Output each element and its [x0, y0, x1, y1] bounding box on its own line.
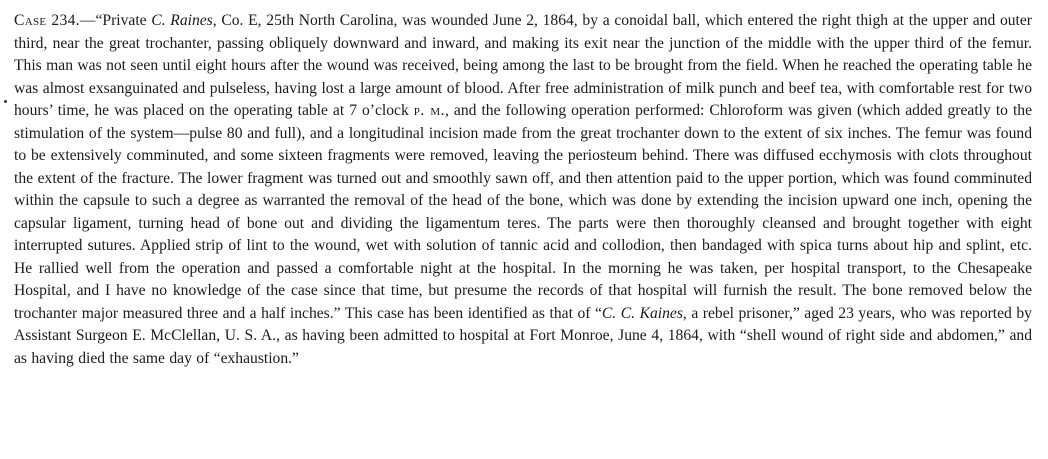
case-report-paragraph	[14, 10, 1032, 370]
stray-ink-mark	[4, 100, 7, 103]
case-text-segment: —“Private	[79, 12, 152, 29]
identified-name: C. C. Kaines	[601, 304, 683, 322]
case-text-segment: , a rebel prisoner,” aged 23 years, who was reported by Assistant Surgeon E. McClellan, U. S. A., as having been admitted to hospital at Fort Monroe, June 4, 1864, with “shell wound of right side and abdomen,” and as having died the same day of “exhaustion.”	[14, 304, 1032, 367]
case-number-label: Case 234.	[14, 12, 80, 29]
patient-name: C. Raines	[151, 12, 213, 29]
case-text-segment: , and the following operation performed: Chloroform was given (which added greatly to the stimulation of the system—pulse 80 and full), and a longitudinal incision made from the great trochanter down to the extent of six inches. The femur was found to be extensively comminuted, and some sixteen fragments were removed, leaving the periosteum behind. There was diffused ecchymosis with clots throughout the extent of the fracture. The lower fragment was turned out and smoothly sawn off, and then attention paid to the upper portion, which was found comminuted within the capsule to such a degree as warranted the removal of the head of the bone, which was done by extending the incision upward one inch, opening the capsular ligament, turning head of bone out and dividing the ligamentum teres. The parts were then thoroughly cleansed and brought together with eight interrupted sutures. Applied strip of lint to the wound, wet with solution of tannic acid and collodion, then bandaged with spica turns about hip and splint, etc. He rallied well from the operation and passed a comfortable night at the hospital. In the morning he was taken, per hospital transport, to the Chesapeake Hospital, and I have no knowledge of the case since that time, but presume the records of that hospital will furnish the result. The bone removed below the trochanter major measured three and a half inches.” This case has been identified as that of “	[14, 102, 1033, 322]
case-text-segment: , Co. E, 25th North Carolina, was wounded June 2, 1864, by a conoidal ball, which entered the right thigh at the upper and outer third, near the great trochanter, passing obliquely downward and inward, and making its exit near the junction of the middle with the upper third of the femur. This man was not seen until eight hours after the wound was received, being among the last to be brought from the field. When he reached the operating table he was almost exsanguinated and pulseless, having lost a large amount of blood. After free administration of milk punch and beef tea, with comfortable rest for two hours’ time, he was placed on the operating table at 7 o’clock	[14, 12, 1033, 119]
time-designation: p. m.	[413, 102, 446, 119]
